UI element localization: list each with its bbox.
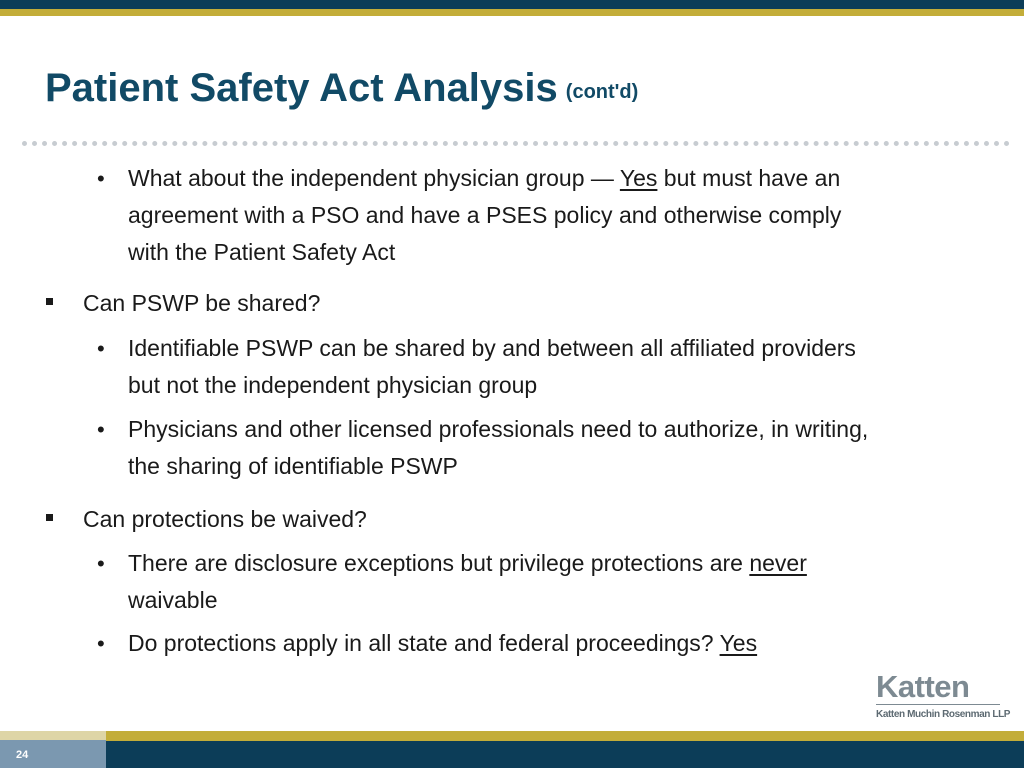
square-bullet-icon — [46, 298, 53, 305]
firm-logo — [876, 669, 1011, 720]
text-segment: There are disclosure exceptions but privilege protections are — [128, 550, 750, 576]
text-line: Identifiable PSWP can be shared by and between all affiliated providers — [128, 335, 856, 361]
never-emphasis: never — [749, 550, 807, 576]
slide-title-suffix: (cont'd) — [565, 81, 639, 103]
footer-gold-stripe — [106, 731, 1024, 741]
text-line: with the Patient Safety Act — [128, 239, 396, 265]
slide-title-text: Patient Safety Act Analysis — [45, 66, 558, 110]
yes-emphasis: Yes — [619, 165, 658, 191]
list-item-independent-group — [128, 160, 841, 271]
text-segment: but must have an — [657, 165, 841, 191]
yes-emphasis: Yes — [719, 630, 758, 656]
section-heading-waiver — [83, 501, 367, 538]
bullet-dot-icon: • — [97, 166, 105, 191]
text-line: agreement with a PSO and have a PSES policy and otherwise comply — [128, 202, 842, 228]
section-heading-sharing — [83, 285, 320, 322]
text-line: Can protections be waived? — [83, 506, 367, 532]
text-line: waivable — [128, 587, 218, 613]
top-accent-bar — [0, 0, 1024, 9]
bullet-dot-icon: • — [97, 631, 105, 656]
logo-wordmark: Katten — [876, 669, 970, 704]
text-line — [128, 545, 807, 582]
text-segment: Do protections apply in all state and federal proceedings? — [128, 630, 720, 656]
page-number: 24 — [16, 749, 29, 761]
logo-rule — [876, 704, 1000, 705]
list-item-disclosure-exceptions — [128, 545, 807, 619]
text-line — [128, 625, 757, 662]
bullet-dot-icon: • — [97, 336, 105, 361]
text-line: Can PSWP be shared? — [83, 290, 321, 316]
list-item-affiliated-providers — [128, 330, 856, 404]
text-line: the sharing of identifiable PSWP — [128, 453, 458, 479]
text-line: Physicians and other licensed professionals need to authorize, in writing, — [128, 416, 869, 442]
bullet-dot-icon: • — [97, 551, 105, 576]
slide-title — [45, 66, 638, 111]
bullet-dot-icon: • — [97, 417, 105, 442]
footer-light-stripe — [0, 731, 106, 740]
footer-bar — [106, 741, 1024, 768]
text-line: but not the independent physician group — [128, 372, 538, 398]
square-bullet-icon — [46, 514, 53, 521]
top-gold-stripe — [0, 9, 1024, 16]
text-line — [128, 160, 841, 197]
list-item-authorization — [128, 411, 868, 485]
logo-firm-name: Katten Muchin Rosenman LLP — [876, 709, 1011, 720]
text-segment: What about the independent physician group — — [128, 165, 620, 191]
list-item-proceedings — [128, 625, 757, 662]
title-divider — [22, 141, 1010, 146]
